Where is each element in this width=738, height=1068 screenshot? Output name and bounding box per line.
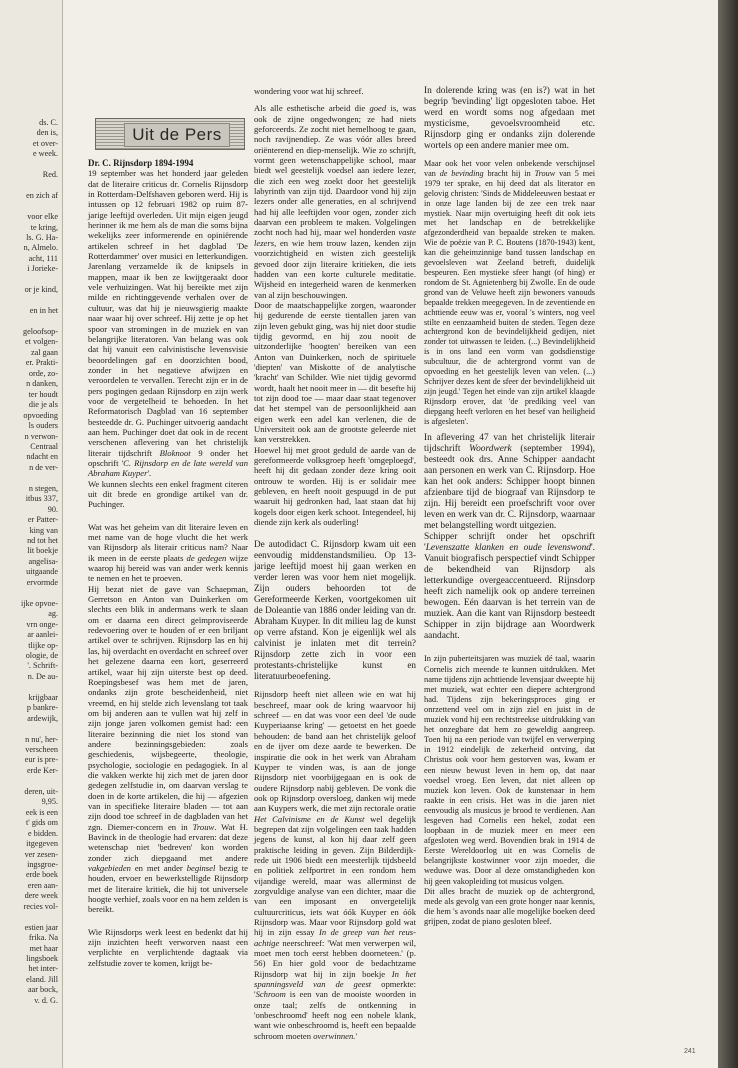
- col1-paragraph-1: [88, 168, 248, 478]
- previous-page-fragment: t' gids om: [26, 818, 58, 828]
- italic-run: Bloknoot: [159, 447, 191, 458]
- col2-paragraph-4: Hoewel hij met groot geduld de aarde van de gereformeerde volksgroep heeft 'omgeploegd', heeft hij dit gedaan zonder deze kring ooit ontrouw te worden. Hij is er solidair mee gebleven, en heeft nooit gespuugd in de put waaruit hij gedronken had, laat staan dat hij kogels door eigen kerk schoot. Integendeel, hij diende zijn kerk als ouderling!: [254, 444, 416, 528]
- previous-page-fragment: n de ver-: [29, 462, 58, 472]
- previous-page-fragment: uitgaande: [26, 567, 58, 577]
- previous-page-fragment: Centraal: [30, 441, 58, 451]
- previous-page-fragment: met haar: [29, 943, 58, 953]
- text-run: 19 september was het honderd jaar geleden dat de literaire criticus dr. Cornelis Rijnsdorp in Rotterdam-Delfshaven geboren werd. Hij is intussen op 12 februari 1982 op ruim 87-jarige leeftijd overleden. Uit mijn eigen jeugd herinner ik me hem als de man die soms bijna wekelijks zeer informerende en opiniërende artikelen schreef in het dagblad 'De Rotterdammer' over musici en letterkundigen. Jarenlang verzamelde ik de knipsels in mappen, maar ik ben ze kwijtgeraakt door vele verhuizingen. Wat hij bereikte met zijn milde en richtinggevende verhalen over de cultuur, was dat hij je nieuwsgierig maakte naar waar hij over schreef. Hij zette je op het spoor van stromingen in de muziek en van belangrijke literatoren. Van belang was ook dat hij vanuit een calvinistische levensvisie beoordelingen gaf en doorzichten bood, zonder in het negatieve afwijzen en veroordelen te vervallen. Terecht zijn er in de pers pogingen gedaan Rijnsdorp en zijn werk voor de vergetelheid te behoeden. In het Reformatorisch Dagblad van 16 september besteedde dr. G. Puchinger uitvoerig aandacht aan hem. Puchinger doet dat ook in de recent verschenen aflevering van het christelijk literair tijdschrift: [88, 168, 248, 458]
- previous-page-fragment: ologie, de: [25, 650, 58, 660]
- previous-page-fragment: lingsboek: [26, 954, 58, 963]
- italic-run: Trouw: [534, 168, 556, 178]
- italic-run: In het spanningsveld van de geest: [254, 968, 417, 990]
- previous-page-fragment: verscheen: [25, 745, 58, 754]
- text-run: bracht hij in: [483, 168, 535, 178]
- previous-page-fragment: p bankre-: [26, 703, 58, 713]
- previous-page-fragment: '. Schrift-: [27, 661, 58, 671]
- previous-page-strip: [0, 0, 63, 1068]
- text-run: , en wie hem trouw lazen, kenden zijn voorzichtigheid en wisten zich geestelijk gevoed door zijn literaire kritieken, die iets hadden van een korte culturele meditatie. Wijsheid en integerheid waren de kenmerken van al zijn beschouwingen.: [254, 237, 416, 300]
- text-run: neerschreef: 'Wat men verwerpen wil, moet men toch eerst hebben doorneteen.' (p. 56) En hier gold voor de bedachtzame Rijnsdorp wat hij in zijn boekje: [254, 937, 416, 979]
- col1-paragraph-2: We kunnen slechts een enkel fragment citeren uit dit brede en grondige artikel van dr. Puchinger.: [88, 478, 248, 510]
- previous-page-fragment: en zich af: [26, 191, 58, 201]
- previous-page-fragment: angelisa-: [28, 556, 58, 566]
- page-number: 241: [684, 1048, 696, 1055]
- text-run: Schipper schrijft onder het opschrift ': [424, 532, 595, 554]
- previous-page-fragment: opvoeding: [23, 410, 58, 420]
- section-title: Uit de Pers: [132, 125, 222, 144]
- col3-paragraph-6: Dit alles bracht de muziek op de achtergrond, mede als gevolg van een grote honger naar kennis, die hem 's avonds naar alle mogelijke boeken deed grijpen, zodat de piano gesloten bleef.: [424, 886, 595, 926]
- previous-page-fragment: orde, zo-: [28, 368, 58, 378]
- previous-page-fragment: itbus 337,: [25, 494, 58, 504]
- text-run: wel degelijk begrepen dat zijn volgelingen een taak hadden jegens de kunst, al kon hij daar zelf geen praktische leiding in geven. Zijn Bilderdijk-rede uit 1906 biedt een meesterlijk tijdsbeeld en politiek zelfportret in een rondom hem vijandige wereld, maar was allerminst de zorgvuldige analyse van een dichter, maar die van een imposant en onvergetelijk cultuurcriticus, iets wat óók Kuyper en óók Rijnsdorp was. Maar voor Rijnsdorp gold wat hij in zijn essay: [254, 813, 416, 938]
- col3-paragraph-4: [424, 532, 595, 642]
- page-edge-shadow: [718, 0, 738, 1068]
- previous-page-fragment: ijke opvoe-: [20, 598, 58, 608]
- previous-page-fragment: er. Prakti-: [25, 358, 58, 368]
- previous-page-fragment: ardewijk,: [27, 713, 58, 723]
- previous-page-fragment: lit boekje: [27, 546, 58, 556]
- col2-paragraph-6: [254, 689, 416, 1041]
- col1-paragraph-5: Wie Rijnsdorps werk leest en bedenkt dat hij zijn inzichten heeft verworven naast een verplichte en verplichtende dagtaak via zelfstudie zover te komen, krijgt be-: [88, 926, 248, 968]
- text-run: (september 1994), besteedt ook drs. Anne Schipper aandacht aan personen en werk van C. Rijnsdorp. Hoe kan het ook anders: Schipper hoopt binnen afzienbare tijd de biograaf van Rijnsdorp te zijn. Hij bereidt een proefschrift voor over leven en werk van dr. C. Rijnsdorp, waarnaar met belangstelling wordt uitgezien.: [424, 444, 595, 532]
- column-3: [424, 86, 595, 927]
- previous-page-fragment: ver zesen-: [24, 849, 58, 859]
- previous-page-fragment: or je kind,: [24, 285, 58, 295]
- col3-paragraph-5: In zijn puberteitsjaren was muziek dé taal, waarin Cornelis zich meende te kunnen uitdrukken. Met name tijdens zijn achttiende levensjaar dweepte hij met muziek, wat echter een diepere achtergrond had. Tijdens zijn bekeringsproces ging er onrzettend veel om in zijn ziel en juist in de muziek vond hij een rechtstreekse uitdrukking van het onzegbare dat hem zo geweldig aangreep. Toen hij na een periode van twijfel en verwerping in 1912 eindelijk de zekerheid ontving, dat Christus ook voor hem gestorven was, kwam er een nieuw bewust leven in hem op, dat naar voedsel vroeg. Een leven, dat niet alleen op muziek kon leven. Ook de kunstenaar in hem raakte in een crisis. Het was in die jaren niet eenvoudig als musicus je brood te verdienen. Aan lesgeven had Cornelis een hekel, zodat een loopbaan in de muziek meer en meer een afgesloten weg werd. Bovendien brak in 1914 de Eerste Wereldoorlog uit en was Cornelis de belangrijkste kostwinner voor zijn moeder, die weduwe was. Door al deze omstandigheden kon hij geen vakopleiding tot musicus volgen.: [424, 654, 595, 886]
- previous-page-fragment: krijgbaar: [28, 692, 58, 702]
- col1-paragraph-4: [88, 584, 248, 915]
- italic-run: C. Rijnsdorp en de late wereld van Abraham Kuyper: [88, 457, 248, 479]
- text-run: Als alle esthetische arbeid die: [254, 103, 370, 114]
- previous-page-fragment: ar aanlei-: [27, 630, 58, 640]
- previous-page-fragment: vrn onge-: [26, 619, 58, 629]
- previous-page-fragment: eek is een: [25, 807, 58, 817]
- previous-page-fragment: acht, 111: [28, 253, 58, 263]
- italic-run: In de greep van het reus-achtige: [254, 927, 416, 948]
- italic-run: vaste lezers: [254, 227, 416, 248]
- previous-page-fragment: tlijke op-: [28, 640, 58, 650]
- col2-paragraph-1: wondering voor wat hij schreef.: [254, 86, 364, 96]
- previous-page-fragment: ingsgroe-: [27, 859, 58, 869]
- previous-page-fragment: nd tot het: [27, 536, 58, 545]
- previous-page-fragment: den is,: [36, 128, 58, 138]
- text-run: Hij bezat niet de gave van Schaepman, Gerretson en Anton van Duinkerken om slechts een blik in andermans werk te slaan om er daarna een direct geïmproviseerde redevoering over te houden of er een briljant artikel over te schrijven. Rijnsdorp las en hij las, hij overdacht en overdacht en schreef over het gelezene daarna een kort, geserreerd artikel, waar hij zijn uiterste best op deed. Roepingsbesef was hem met de jaren, ondanks zijn grote bescheidenheid, niet vreemd, en hij stelde zich levenslang tot taak om bij anderen aan te vullen wat hij zelf in zijn jonge jaren volkomen gemist had: een literaire bezinning die niet los stond van andere bezinningsgebieden: zoals geschiedenis, wijsbegeerte, theologie, psychologie, sociologie en pedagogiek. In al die vakken werkte hij zich met de jaren door gedegen zelfstudie in, om daarvan verslag te doen in de korte artikelen, die hij — afgezien van in specifieke literaire bladen — tot aan zijn dood toe schreef in de dagbladen van het zgn. Diemer-concern en in: [88, 583, 248, 832]
- previous-page-fragment: n danken,: [26, 379, 58, 389]
- previous-page-fragment: king van: [29, 525, 58, 535]
- previous-page-fragment: voor elke: [27, 212, 58, 222]
- italic-run: Levenszatte klanken en oude levenswond: [425, 543, 591, 554]
- previous-page-fragment: frika. Na: [28, 933, 58, 943]
- previous-page-fragment: estien jaar: [24, 922, 58, 932]
- previous-page-fragment: ervormde: [26, 577, 58, 587]
- text-run: '.: [147, 468, 152, 479]
- italic-run: Het Calvinisme en de Kunst: [254, 813, 365, 824]
- previous-page-fragment: die je als: [28, 400, 58, 410]
- previous-page-fragment: e week.: [32, 149, 58, 159]
- italic-run: Trouw: [192, 821, 215, 832]
- italic-run: beginsel: [186, 863, 216, 874]
- text-run: is een van de mooiste woorden in onze taal; zelfs de ontkenning in 'onbeschroomd' heeft nog een nobele klank, want wie onbeschroomd is, heeft een bepaalde schroom moeten: [254, 989, 416, 1041]
- italic-run: Woordwerk: [469, 444, 512, 455]
- col3-paragraph-2: [424, 159, 595, 426]
- previous-page-fragment: n verwon-: [24, 431, 58, 441]
- previous-page-fragment: et volgen-: [25, 337, 58, 347]
- text-run: 9 onder het opschrift ': [88, 447, 248, 468]
- previous-page-fragment: n, Almelo.: [23, 243, 58, 253]
- text-run: opmerkte: ': [254, 979, 416, 1000]
- previous-page-fragment: n. De au-: [27, 671, 58, 681]
- previous-page-fragment: 9,95.: [41, 797, 58, 807]
- previous-page-fragment: i Jorieke-: [27, 264, 58, 274]
- col1-paragraph-3: [88, 522, 248, 584]
- previous-page-fragment: deren, uit-: [24, 786, 58, 796]
- previous-page-fragment: het inter-: [28, 964, 58, 974]
- previous-page-fragment: dere week: [24, 891, 58, 901]
- col3-paragraph-3: [424, 433, 595, 532]
- col2-paragraph-3: Door de maatschappelijke zorgen, waaronder hij gedurende de eerste tientallen jaren van zijn leven gebukt ging, was hij niet door studie tijdig gevormd, en hij zou nooit de uitzonderlijke 'hoogten' bereiken van een Anton van Duinkerken, noch de spirituele 'diepten' van Miskotte of de analytische 'kracht' van Schilder. Wie niet tijdig gevormd wordt, haalt het nooit meer in — dit besefte hij tot zijn dood toe — maar daar staat tegenover dat het stempel van de persoonlijkheid aan eigen werk een adel kan verlenen, die de Universiteit ook aan de grootste geleerde niet kan verstrekken.: [254, 299, 416, 445]
- previous-page-fragment: eland. Jill: [26, 974, 58, 984]
- text-run: wijze waarop hij bereid was van ander werk kennis te nemen en het te proeven.: [88, 552, 248, 584]
- previous-page-fragment: en in het: [29, 306, 58, 316]
- column-2: [254, 86, 416, 1041]
- italic-run: de bevinding: [439, 168, 484, 178]
- text-run: '. Vanuit biografisch perspectief vindt Schipper de bekendheid van Rijnsdorp als letterkundige overgeaccentueerd. Rijnsdorp heeft zich namelijk ook op andere terreinen bewogen. Eén daarvan is het terrein van de muziek. Aan die kant van Rijnsdorp besteedt Schipper in zijn bijdrage aan Woordwerk aandacht.: [424, 543, 595, 642]
- previous-page-fragment: geloofsop-: [22, 327, 58, 336]
- previous-page-fragment: et over-: [32, 138, 58, 148]
- previous-page-fragment: eren aan-: [27, 880, 58, 890]
- previous-page-fragment: ter houdt: [28, 389, 58, 399]
- italic-run: overwinnen.: [313, 1030, 356, 1041]
- text-run: Wat was het geheim van dit literaire leven en met name van de hoge vlucht die het werk van Rijnsdorp als literair criticus nam? Naar ik meen in de eerste plaats: [88, 521, 248, 563]
- section-header: [95, 118, 245, 150]
- text-run: ': [355, 1030, 357, 1041]
- previous-page-fragment: ls ouders: [28, 421, 58, 431]
- italic-run: goed: [369, 103, 387, 114]
- text-run: is, was ook de zijne ongedwongen; ze had niets geforceerds. Ze zocht niet hemelhoog te gaan, noch ravijnendiep. Ze was vóór alles breed oriënterend en diep-menselijk. Wie zo schrijft, vormt geen wetenschappelijke school, maar biedt wel geestelijk voedsel aan iedere lezer, die zich een weg zoekt door het geestelijk labyrinth van zijn tijd. Daardoor vond hij zijn lezers onder alle generaties, en al schrijvend had hij alle leeftijden voor ogen, zonder zich daarvan een probleem te maken. Volgelingen zocht noch had hij, maar wel honderden: [254, 103, 416, 238]
- text-run: Maar ook het voor velen onbekende verschijnsel van: [424, 159, 595, 178]
- previous-page-fragment: er Patter-: [27, 515, 58, 525]
- text-run: . Wat H. Bavinck in de theologie had ervaren: dat deze wetenschap niet 'bedreven' kon worden zonder zich diepgaand met andere: [88, 821, 248, 863]
- text-run: In aflevering 47 van het christelijk literair tijdschrift: [424, 433, 595, 455]
- text-run: van 5 mei 1979 ter sprake, en hij deed dat als literator en gelovig christen: 'Sinds de Middeleeuwen bestaat er in onze lage landen bij de zee een trek naar mystiek. Naar mijn overtuiging heeft dit ook iets met het landschap en de betrekkelijke afgezonderdheid van bepaalde streken te maken. Wie de poëzie van P. C. Boutens (1870-1943) kent, kan die geheimzinnige band tussen landschap en gevoelsleven wat Zeeland betreft, duidelijk bespeuren. Een mystieke sfeer hangt (of hing) er rondom de St. Agnietenberg bij Zwolle. En de oude grond van de Veluwe heeft zijn bewoners vanouds bepaalde trekken meegegeven. In de zeventiende en achttiende eeuw was er, vooral 's winters, nog veel stilte en eenzaamheid buiten de steden. Tegen deze achtergrond kon de bevindelijkheid gedijen, niet zonder tot uitwassen te leiden. (...) Bevindelijkheid is in ons land een vorm van godsdienstige subcultuur, die de achtergrond vormt van de opvoeding en het geestelijk leven van velen. (...) Schrijver dezes kent de sfeer der bevindelijkheid uit zijn jeugd.' Tegen het einde van zijn artikel klaagde Rijnsdorp erover, dat 'de prediking veel van diepgang heeft verloren en het besef van heiligheid is afgesleten'.: [424, 168, 596, 426]
- previous-page-fragment: Red.: [42, 170, 58, 180]
- previous-page-fragment: ndacht en: [26, 452, 58, 462]
- previous-page-fragment: itgegeven: [26, 839, 58, 849]
- previous-page-fragment: erde boek: [25, 870, 58, 880]
- text-run: en met ander: [130, 863, 187, 874]
- previous-page-fragment: recies vol-: [23, 901, 58, 911]
- previous-page-fragment: erde Ker-: [27, 765, 58, 775]
- previous-page-fragment: aar bock,: [27, 985, 58, 995]
- col2-paragraph-5: De autodidact C. Rijnsdorp kwam uit een eenvoudig middenstandsmilieu. Op 13-jarige leeftijd moest hij gaan werken en verder leren was voor hem niet mogelijk. Zijn ouders behoorden tot de Gereformeerde Kerken, voortgekomen uit de Doleantie van 1886 onder leiding van dr. Abraham Kuyper. In dit milieu lag de kunst op verre afstand. Kon je eigenlijk wel als calvinist je inlaten met dit terrein? Rijnsdorp zette zich in voor een protestants-christelijke kunst en literatuurbeoefening.: [254, 539, 416, 682]
- italic-run: de gedegen: [186, 552, 227, 563]
- previous-page-fragment: v. d. G.: [34, 995, 58, 1005]
- previous-page-fragment: 90.: [47, 504, 58, 514]
- previous-page-fragment: e bidden.: [27, 828, 58, 838]
- article-title: Dr. C. Rijnsdorp 1894-1994: [88, 158, 194, 168]
- previous-page-fragment: te kring,: [30, 222, 58, 232]
- previous-page-fragment: ag.: [48, 609, 58, 619]
- previous-page-fragment: eur is pre-: [24, 755, 58, 765]
- col3-paragraph-1: In dolerende kring was (en is?) wat in het begrip 'bevinding' ligt opgesloten taboe. Het werd en wordt soms nog afgedaan met mysticisme, gevoelsvroomheid etc. Rijnsdorp ging er ondanks zijn dolerende wortels op een andere manier mee om.: [424, 86, 595, 151]
- section-header-label-box: [124, 123, 230, 147]
- column-1: [88, 158, 248, 968]
- italic-run: vakgebieden: [88, 863, 131, 874]
- italic-run: Schroom: [255, 989, 286, 1000]
- text-run: Rijnsdorp heeft niet alleen wie en wat hij beschreef, maar ook de kring waarvoor hij schreef — en dat was voor een deel 'de oude Kuyperiaanse kring' — getoetst en het goede behouden: de band aan het christelijk geloof en de ijver om deze aarde te bewerken. De inspiratie die ook in het werk van Abraham Kuyper te vinden was, is aan de jonge Rijnsdorp niet voorbijgegaan en is ook de oudere Rijnsdorp nabij gebleven. De vonk die ook op Rijnsdorp oversloeg, danken wij mede aan Kuypers werk, die met zijn rectorale oratie: [254, 689, 416, 814]
- previous-page-fragment: ds. C.: [39, 118, 58, 127]
- previous-page-fragment: zal gaan: [30, 347, 58, 357]
- text-run: bezig te houden, ervoer en bewerkstelligde Rijnsdorp met de literaire kritiek, die hij tot universele hoogte verhief, zoals voor en na hem zelden is bereikt.: [88, 863, 248, 915]
- previous-page-fragment: n stegen,: [28, 483, 58, 493]
- previous-page-fragment: ls. G. Ha-: [26, 232, 58, 242]
- col2-paragraph-2: [254, 103, 416, 300]
- previous-page-fragment: n nu', her-: [25, 734, 58, 744]
